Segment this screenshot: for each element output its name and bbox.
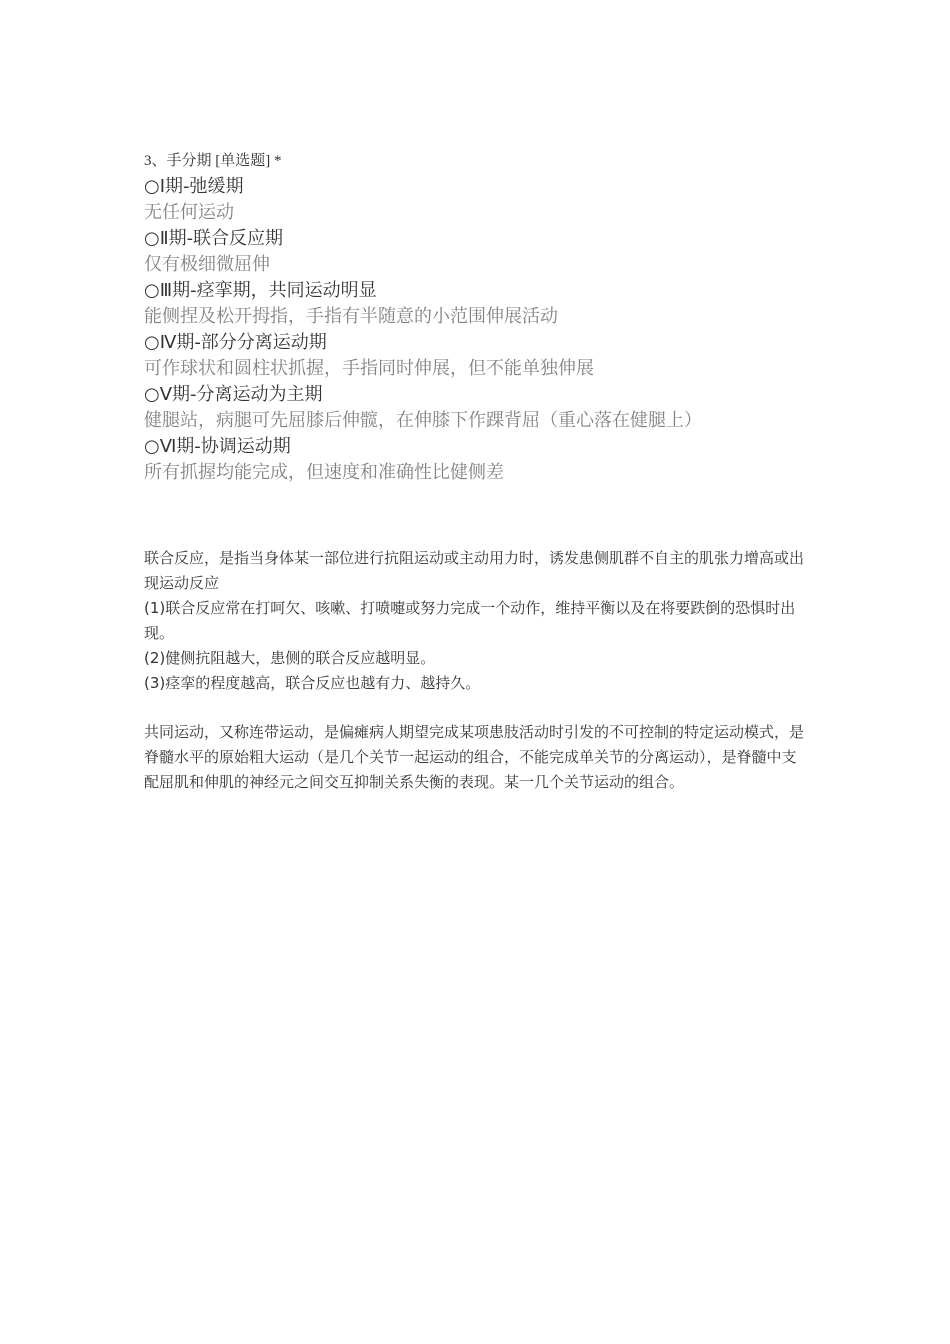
synergy-movement-definition: 共同运动，又称连带运动，是偏瘫病人期望完成某项患肢活动时引发的不可控制的特定运动模式，是脊髓水平的原始粗大运动（是几个关节一起运动的组合，不能完成单关节的分离运动），是脊髓中支配屈肌和伸肌的神经元之间交互抑制关系失衡的表现。某一几个关节运动的组合。 bbox=[144, 723, 805, 791]
option-label[interactable]: ○Ⅴ期-分离运动为主期 bbox=[144, 384, 323, 405]
option-stage-2[interactable] bbox=[144, 226, 808, 278]
associated-reaction-point: (3)痉挛的程度越高，联合反应也越有力、越持久。 bbox=[144, 674, 481, 692]
paragraph-spacer bbox=[144, 696, 808, 720]
document-page bbox=[144, 150, 808, 795]
option-description: 健腿站，病腿可先屈膝后伸髋，在伸膝下作踝背屈（重心落在健腿上） bbox=[144, 410, 702, 431]
option-description: 可作球状和圆柱状抓握，手指同时伸展，但不能单独伸展 bbox=[144, 358, 594, 379]
option-label[interactable]: ○Ⅰ期-弛缓期 bbox=[144, 176, 244, 197]
option-description: 所有抓握均能完成，但速度和准确性比健侧差 bbox=[144, 462, 504, 483]
option-description: 能侧捏及松开拇指，手指有半随意的小范围伸展活动 bbox=[144, 306, 558, 327]
option-stage-5[interactable] bbox=[144, 382, 808, 434]
option-stage-4[interactable] bbox=[144, 330, 808, 382]
option-label[interactable]: ○Ⅳ期-部分分离运动期 bbox=[144, 332, 327, 353]
associated-reaction-definition: 联合反应，是指当身体某一部位进行抗阻运动或主动用力时，诱发患侧肌群不自主的肌张力增高或出现运动反应 bbox=[144, 549, 805, 592]
explanation-section bbox=[144, 546, 808, 795]
options-list bbox=[144, 174, 808, 486]
associated-reaction-point: (2)健侧抗阻越大，患侧的联合反应越明显。 bbox=[144, 649, 436, 667]
option-description: 无任何运动 bbox=[144, 202, 234, 223]
question-title: 3、手分期 [单选题] * bbox=[144, 153, 282, 169]
option-label[interactable]: ○Ⅱ期-联合反应期 bbox=[144, 228, 284, 249]
option-stage-1[interactable] bbox=[144, 174, 808, 226]
option-description: 仅有极细微屈伸 bbox=[144, 254, 270, 275]
option-stage-3[interactable] bbox=[144, 278, 808, 330]
associated-reaction-point: (1)联合反应常在打呵欠、咳嗽、打喷嚏或努力完成一个动作，维持平衡以及在将要跌倒的恐惧时出现。 bbox=[144, 599, 796, 642]
option-stage-6[interactable] bbox=[144, 434, 808, 486]
option-label[interactable]: ○Ⅵ期-协调运动期 bbox=[144, 436, 291, 457]
option-label[interactable]: ○Ⅲ期-痉挛期，共同运动明显 bbox=[144, 280, 377, 301]
